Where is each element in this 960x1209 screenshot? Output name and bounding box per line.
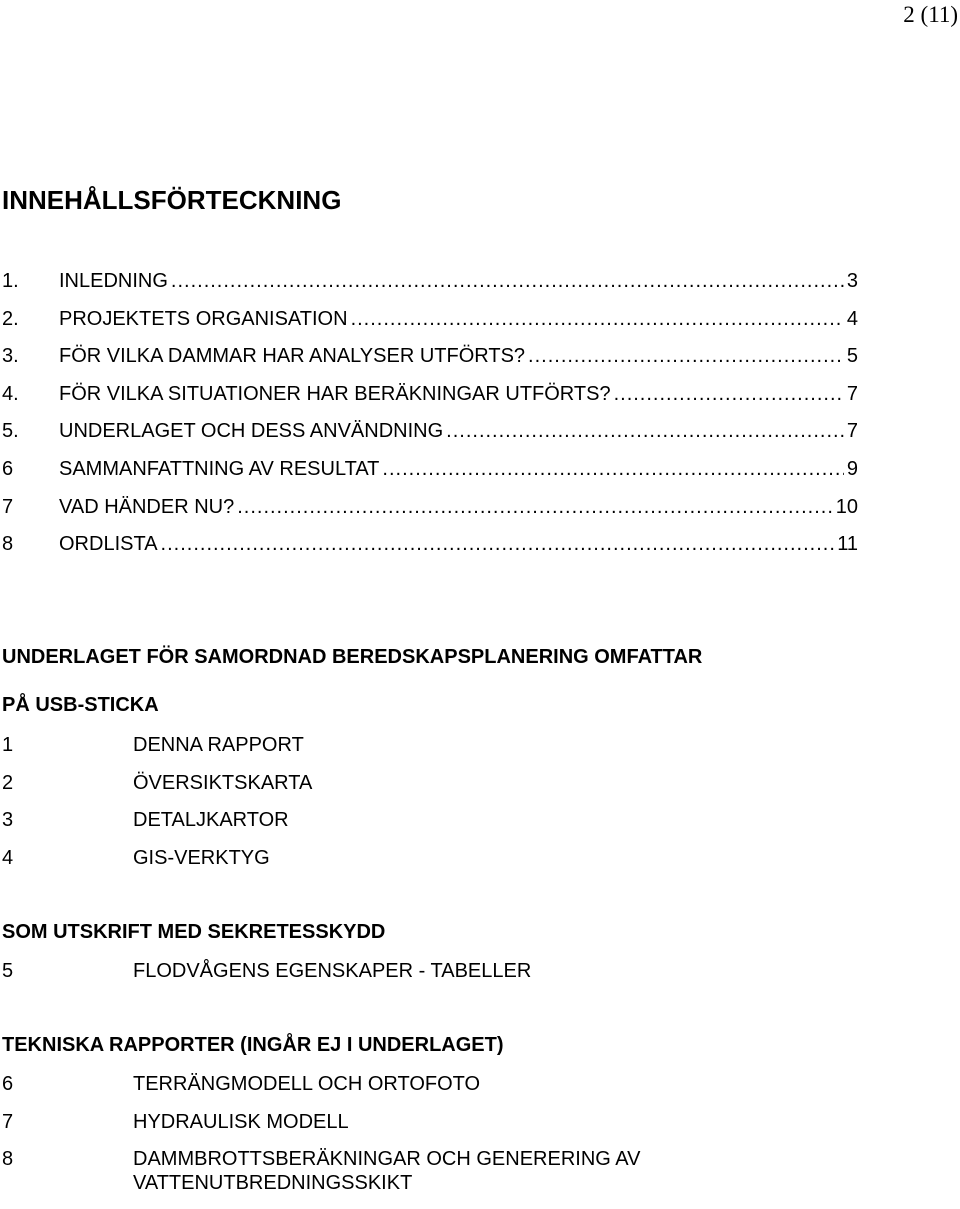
toc-entry-title: FÖR VILKA DAMMAR HAR ANALYSER UTFÖRTS? xyxy=(59,345,526,368)
toc-entry-number: 8 xyxy=(2,533,14,556)
toc-entry-number: 6 xyxy=(2,457,14,480)
toc-entry-title: UNDERLAGET OCH DESS ANVÄNDNING xyxy=(59,420,444,443)
toc-entry-page: 7 xyxy=(846,420,858,443)
toc-entry-number: 7 xyxy=(2,495,14,518)
toc-dot-leader xyxy=(382,453,843,485)
list-item-text: HYDRAULISK MODELL xyxy=(133,1110,349,1133)
list-item-text: DETALJKARTOR xyxy=(133,809,289,831)
list-item-text: GIS-VERKTYG xyxy=(133,846,270,869)
list-item-text: DAMMBROTTSBERÄKNINGAR OCH GENERERING AV VATTENUTBREDNINGSSKIKT xyxy=(133,1148,641,1194)
list-item xyxy=(2,846,733,870)
toc-entry-title: PROJEKTETS ORGANISATION xyxy=(59,307,348,330)
technical-heading: TEKNISKA RAPPORTER (INGÅR EJ I UNDERLAGET) xyxy=(2,1034,504,1056)
toc-entry-ordlista[interactable] xyxy=(2,528,858,566)
list-item-number: 3 xyxy=(2,809,14,831)
toc-entry-sammanfattning[interactable] xyxy=(2,453,858,491)
toc-entry-page: 4 xyxy=(846,307,858,330)
list-item xyxy=(2,1147,733,1195)
toc-entry-page: 3 xyxy=(846,270,858,292)
list-item-number: 6 xyxy=(2,1073,14,1095)
toc-dot-leader xyxy=(351,303,844,335)
toc-entry-number: 5. xyxy=(2,420,19,443)
list-item-number: 2 xyxy=(2,771,14,794)
list-item-number: 4 xyxy=(2,846,14,869)
toc-entry-title: FÖR VILKA SITUATIONER HAR BERÄKNINGAR UTFÖRTS? xyxy=(59,382,611,405)
page-number: 2 (11) xyxy=(903,2,958,27)
toc-entry-number: 3. xyxy=(2,345,19,368)
toc-entry-title: ORDLISTA xyxy=(59,533,158,556)
toc-entry-title: VAD HÄNDER NU? xyxy=(59,495,235,518)
print-list xyxy=(2,959,733,997)
toc-dot-leader xyxy=(161,528,835,560)
usb-list xyxy=(2,733,733,883)
toc-entry-organisation[interactable] xyxy=(2,303,858,341)
list-item-text: FLODVÅGENS EGENSKAPER - TABELLER xyxy=(133,960,532,982)
list-item xyxy=(2,1110,733,1134)
toc-dot-leader xyxy=(237,491,833,523)
toc-entry-underlaget[interactable] xyxy=(2,415,858,453)
underlag-heading: UNDERLAGET FÖR SAMORDNAD BEREDSKAPSPLANERING OMFATTAR xyxy=(2,646,703,668)
toc-dot-leader xyxy=(171,265,844,297)
toc-dot-leader xyxy=(614,378,844,410)
usb-heading: PÅ USB-STICKA xyxy=(2,694,159,716)
list-item-text: DENNA RAPPORT xyxy=(133,734,304,756)
toc-entry-situationer[interactable] xyxy=(2,378,858,416)
toc-dot-leader xyxy=(446,415,844,447)
toc-entry-number: 2. xyxy=(2,307,19,330)
list-item xyxy=(2,771,733,795)
toc-entry-number: 4. xyxy=(2,382,19,405)
list-item xyxy=(2,808,733,832)
list-item-number: 5 xyxy=(2,960,14,982)
toc-entry-page: 7 xyxy=(846,382,858,405)
toc-entry-dammar[interactable] xyxy=(2,340,858,378)
list-item-number: 7 xyxy=(2,1110,14,1133)
toc-title: INNEHÅLLSFÖRTECKNING xyxy=(2,185,342,215)
toc-entry-title: INLEDNING xyxy=(59,270,168,292)
list-item-text: TERRÄNGMODELL OCH ORTOFOTO xyxy=(133,1073,481,1095)
technical-list xyxy=(2,1072,733,1209)
list-item xyxy=(2,959,733,983)
list-item xyxy=(2,733,733,757)
print-heading: SOM UTSKRIFT MED SEKRETESSKYDD xyxy=(2,921,386,943)
table-of-contents xyxy=(2,265,858,566)
toc-entry-page: 11 xyxy=(837,533,858,556)
toc-entry-number: 1. xyxy=(2,270,19,292)
toc-entry-title: SAMMANFATTNING AV RESULTAT xyxy=(59,457,380,480)
toc-dot-leader xyxy=(528,340,844,372)
toc-entry-page: 9 xyxy=(846,457,858,480)
list-item xyxy=(2,1072,733,1096)
list-item-number: 8 xyxy=(2,1148,14,1170)
toc-entry-page: 10 xyxy=(835,495,858,518)
toc-entry-vad-hander-nu[interactable] xyxy=(2,491,858,529)
list-item-text: ÖVERSIKTSKARTA xyxy=(133,771,313,794)
toc-entry-inledning[interactable] xyxy=(2,265,858,303)
toc-entry-page: 5 xyxy=(846,345,858,368)
list-item-number: 1 xyxy=(2,734,14,756)
